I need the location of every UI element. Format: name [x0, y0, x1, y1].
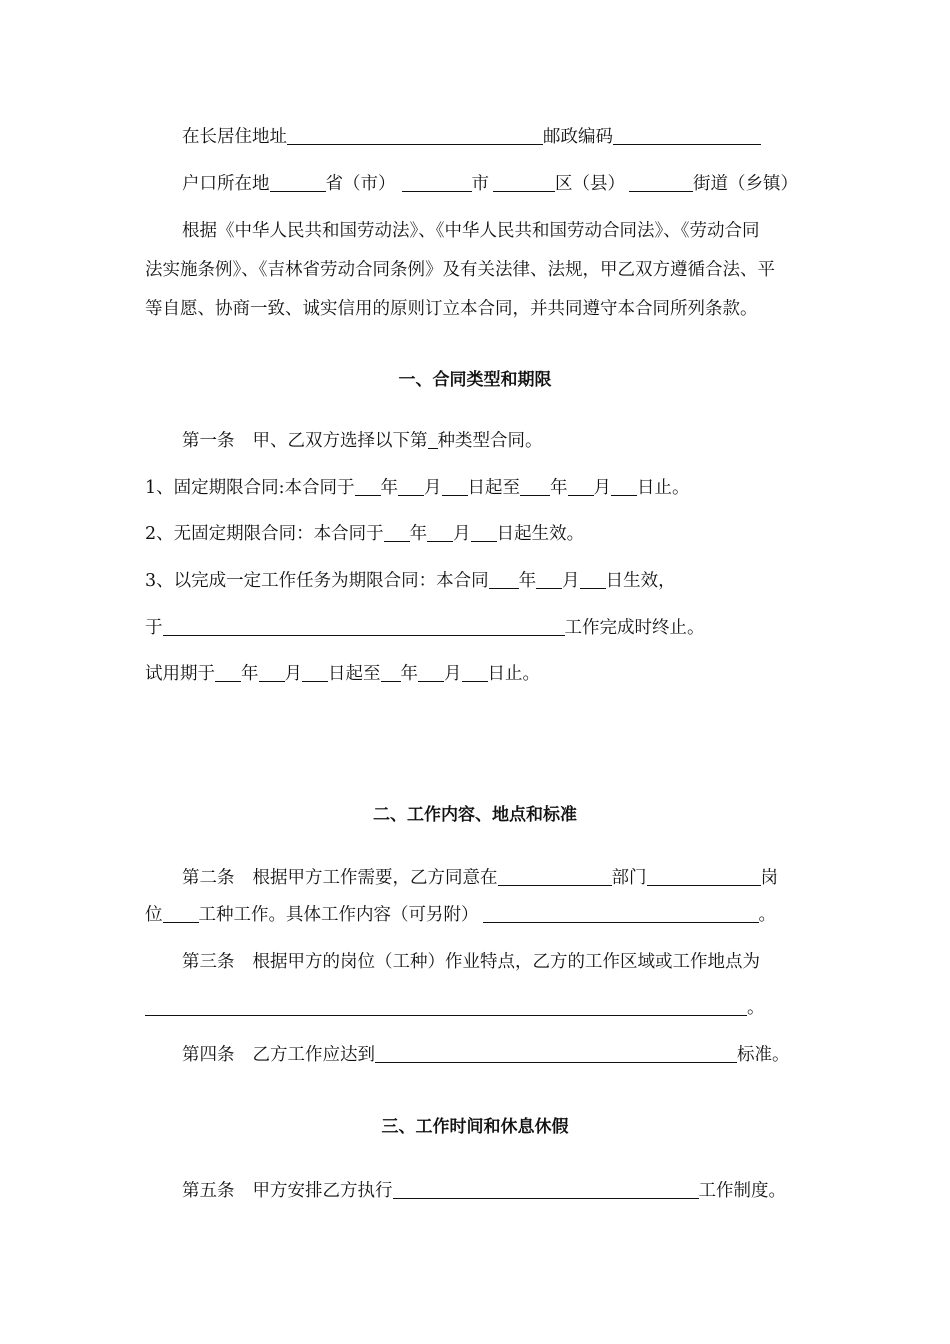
trade-blank[interactable]	[163, 904, 199, 923]
post-blank[interactable]	[647, 867, 761, 886]
trial-start-year-blank[interactable]	[215, 663, 241, 682]
item3b-line	[145, 616, 705, 640]
trial-line	[145, 662, 540, 686]
trial-end-year: 年	[400, 664, 418, 684]
item2-day-effect: 日起生效。	[496, 524, 585, 544]
trial-year: 年	[241, 664, 259, 684]
article2-line-2	[145, 903, 776, 927]
item1-end-day-blank[interactable]	[611, 477, 637, 496]
item1-line	[145, 476, 690, 500]
street-label: 街道（乡镇）	[693, 174, 798, 194]
item1-year: 年	[380, 478, 399, 498]
article2-line-1	[182, 866, 778, 890]
item1-month: 月	[424, 478, 442, 498]
item3-month-blank[interactable]	[536, 570, 562, 589]
item1-start-year-blank[interactable]	[355, 477, 381, 496]
article4-end: 标准。	[737, 1045, 790, 1065]
article5-no: 第五条	[182, 1181, 235, 1201]
article2-text-a: 根据甲方工作需要，乙方同意在	[252, 868, 498, 888]
item1-end-year-blank[interactable]	[520, 477, 550, 496]
department-blank[interactable]	[498, 867, 612, 886]
address-label: 在长居住地址	[182, 127, 287, 147]
article1-text-a: 甲、乙双方选择以下第	[252, 431, 428, 451]
article3-line-2	[145, 996, 765, 1020]
item2-line	[145, 522, 584, 546]
trial-start-month-blank[interactable]	[259, 663, 285, 682]
trial-end-day-blank[interactable]	[462, 663, 488, 682]
work-location-blank[interactable]	[145, 997, 747, 1016]
trial-start-day-blank[interactable]	[302, 663, 328, 682]
item1-end-month: 月	[593, 478, 612, 498]
hukou-label: 户口所在地	[182, 174, 270, 194]
item1-day-end: 日止。	[637, 478, 690, 498]
article2-no: 第二条	[182, 868, 235, 888]
article2-post-a: 岗	[760, 868, 778, 888]
section1-title: 一、合同类型和期限	[398, 370, 552, 390]
item2-month-blank[interactable]	[427, 523, 453, 542]
item3-day-effect: 日生效，	[605, 571, 676, 591]
item3-day-blank[interactable]	[580, 570, 606, 589]
item3-lead: 3、以完成一定工作任务为期限合同：本合同	[145, 571, 489, 591]
item1-start-day-blank[interactable]	[442, 477, 468, 496]
article3-line-1	[182, 950, 760, 974]
province-blank[interactable]	[270, 173, 326, 192]
article1-no: 第一条	[182, 431, 235, 451]
postcode-blank[interactable]	[613, 126, 761, 145]
article5-line	[182, 1179, 786, 1203]
work-content-blank[interactable]	[483, 904, 759, 923]
article5-end: 工作制度。	[698, 1181, 786, 1201]
item1-end-year: 年	[550, 478, 568, 498]
trial-month: 月	[284, 664, 302, 684]
district-blank[interactable]	[493, 173, 555, 192]
item3b-tail: 工作完成时终止。	[564, 618, 705, 638]
item2-year: 年	[409, 524, 428, 544]
task-blank[interactable]	[163, 617, 565, 636]
article4-text: 乙方工作应达到	[252, 1045, 375, 1065]
article4-no: 第四条	[182, 1045, 235, 1065]
preamble-line-3: 等自愿、协商一致、诚实信用的原则订立本合同，并共同遵守本合同所列条款。	[145, 299, 758, 319]
article2-post-b: 位	[145, 905, 163, 925]
residence-line	[182, 125, 761, 149]
item1-start-month-blank[interactable]	[398, 477, 424, 496]
city-label: 市	[471, 174, 489, 194]
item1-day-from: 日起至	[467, 478, 521, 498]
item1-lead: 1、固定期限合同:本合同于	[145, 478, 355, 498]
article1-text-b: 种类型合同。	[437, 431, 543, 451]
trial-end-month-blank[interactable]	[418, 663, 444, 682]
address-blank[interactable]	[287, 126, 543, 145]
province-label: 省（市）	[325, 174, 396, 194]
article2-dept: 部门	[611, 868, 647, 888]
trial-lead: 试用期于	[145, 664, 215, 684]
item2-lead: 2、无固定期限合同：本合同于	[145, 524, 384, 544]
item2-year-blank[interactable]	[384, 523, 410, 542]
item3-year: 年	[518, 571, 537, 591]
item2-month: 月	[453, 524, 471, 544]
article4-line	[182, 1043, 790, 1067]
postcode-label: 邮政编码	[543, 127, 613, 147]
article2-trade: 工种工作。具体工作内容（可另附）	[198, 905, 479, 925]
item3-line	[145, 569, 676, 593]
section2-title: 二、工作内容、地点和标准	[373, 805, 577, 825]
city-blank[interactable]	[402, 173, 472, 192]
hukou-line	[182, 172, 798, 196]
preamble-line-1: 根据《中华人民共和国劳动法》、《中华人民共和国劳动合同法》、《劳动合同	[182, 221, 760, 241]
item3b-lead: 于	[145, 618, 163, 638]
article3-end: 。	[747, 998, 765, 1018]
item3-month: 月	[562, 571, 580, 591]
item1-end-month-blank[interactable]	[568, 477, 594, 496]
article3-no: 第三条	[182, 952, 235, 972]
district-label: 区（县）	[555, 174, 625, 194]
trial-end-year-blank[interactable]	[381, 663, 401, 682]
item2-day-blank[interactable]	[471, 523, 497, 542]
article2-end: 。	[758, 905, 776, 925]
work-system-blank[interactable]	[393, 1180, 699, 1199]
trial-end-month: 月	[444, 664, 462, 684]
article5-text: 甲方安排乙方执行	[252, 1181, 393, 1201]
trial-day-end: 日止。	[487, 664, 540, 684]
trial-day-from: 日起至	[328, 664, 381, 684]
article3-text: 根据甲方的岗位（工种）作业特点，乙方的工作区域或工作地点为	[252, 952, 760, 972]
article1-line	[182, 429, 543, 453]
item3-year-blank[interactable]	[489, 570, 519, 589]
contract-type-blank[interactable]	[428, 430, 438, 449]
work-standard-blank[interactable]	[375, 1044, 737, 1063]
section3-title: 三、工作时间和休息休假	[381, 1117, 569, 1137]
street-blank[interactable]	[629, 173, 693, 192]
preamble-line-2: 法实施条例》、《吉林省劳动合同条例》及有关法律、法规，甲乙双方遵循合法、平	[145, 260, 775, 280]
